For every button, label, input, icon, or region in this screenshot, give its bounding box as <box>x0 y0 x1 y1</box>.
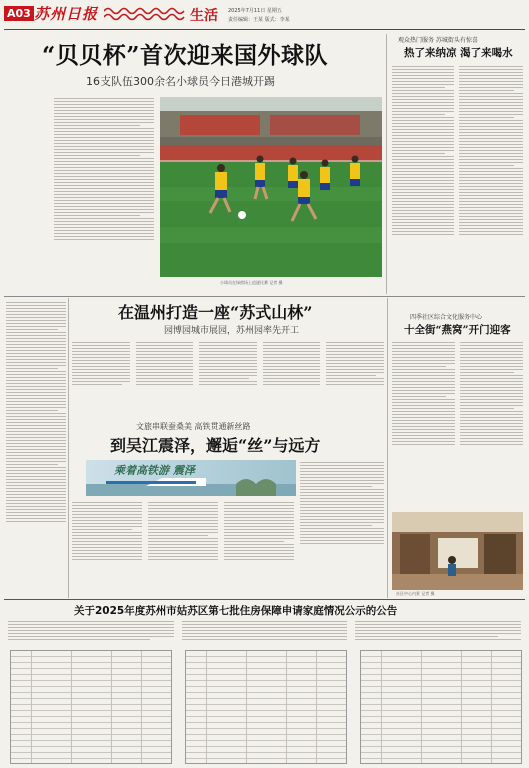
lead-photo <box>160 97 382 277</box>
lead-photo-caption: 小球员在绿茵场上追逐比赛 记者 摄 <box>220 280 283 285</box>
wave-ornament <box>104 6 186 22</box>
story3-headline: 到吴江震泽，邂逅“丝”与远方 <box>110 436 321 455</box>
right-mid-photo-caption: 社区中心内景 记者 摄 <box>396 591 435 596</box>
right-top-headline: 热了来纳凉 渴了来喝水 <box>404 47 513 59</box>
story2-body <box>72 340 384 414</box>
right-top-body-left <box>392 64 454 294</box>
lead-subhead: 16支队伍300余名小球员今日港城开踢 <box>86 75 275 88</box>
story3-kicker: 文旅串联蚕桑美 高铁贯通新丝路 <box>136 422 251 431</box>
column-rule <box>386 34 387 294</box>
left-column-body <box>6 300 66 598</box>
notice-headline: 关于2025年度苏州市姑苏区第七批住房保障申请家庭情况公示的公告 <box>74 605 398 617</box>
masthead-rule <box>4 29 525 30</box>
newspaper-logo: 苏州日报 <box>34 5 99 23</box>
section-title: 生活 <box>190 8 218 24</box>
masthead <box>0 0 529 30</box>
notice-table-left <box>10 650 172 764</box>
editor-line: 责任编辑：王某 版式：李某 <box>228 17 290 23</box>
right-mid-headline: 十全街“燕窝”开门迎客 <box>404 324 511 336</box>
right-mid-body <box>392 340 523 508</box>
right-top-kicker: 观众热门服务 苏城街头有惊喜 <box>398 37 478 44</box>
notice-table-right <box>360 650 522 764</box>
story3-body-b <box>300 460 384 596</box>
section-rule <box>4 296 525 297</box>
lead-body-column <box>54 96 154 291</box>
column-rule <box>387 298 388 598</box>
page-number: A03 <box>4 6 34 21</box>
notice-top-rule <box>4 599 525 600</box>
story3-body-a <box>72 500 294 596</box>
story3-banner <box>86 460 296 496</box>
column-rule <box>68 298 69 598</box>
story2-subhead: 园博园城市展园，苏州园率先开工 <box>164 326 300 336</box>
right-mid-kicker: 四季社区综合文化服务中心 <box>410 314 483 321</box>
notice-intro <box>8 619 521 645</box>
date-line: 2025年7月11日 星期五 <box>228 8 282 14</box>
right-top-body-right <box>459 64 523 294</box>
notice-table-center <box>185 650 347 764</box>
right-mid-photo <box>392 512 523 590</box>
lead-headline: “贝贝杯”首次迎来国外球队 <box>42 42 328 69</box>
story3-banner-title: 乘着高铁游 震泽 <box>114 464 195 477</box>
story2-headline: 在温州打造一座“苏式山林” <box>118 303 313 322</box>
